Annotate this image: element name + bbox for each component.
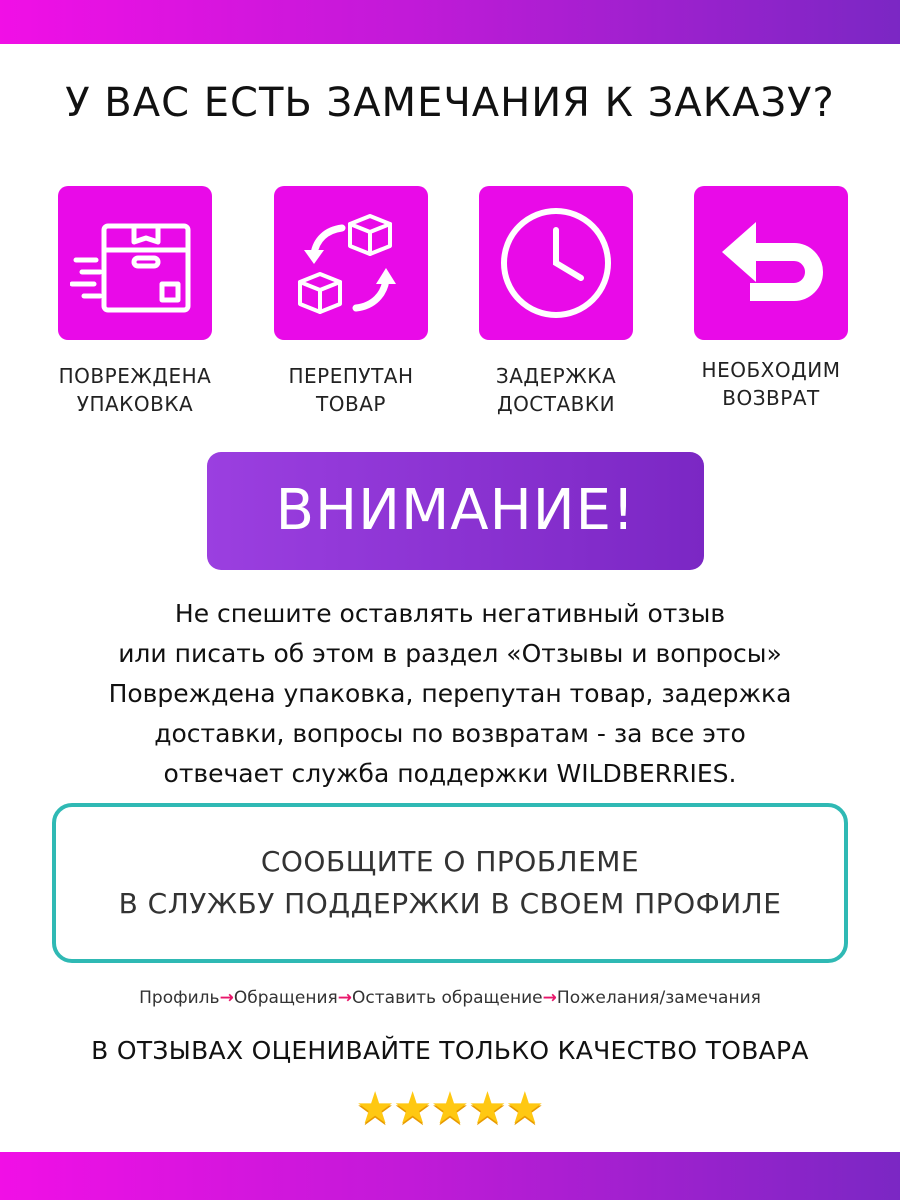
tile-label-line: УПАКОВКА — [76, 392, 194, 416]
return-arrow-icon — [706, 198, 836, 328]
tile-label-line: ПОВРЕЖДЕНА — [58, 364, 212, 388]
tile-return-required — [694, 186, 848, 340]
damaged-box-icon — [70, 198, 200, 328]
notice-text — [20, 594, 880, 794]
top-gradient-bar — [0, 0, 900, 44]
path-step: Пожелания/замечания — [556, 988, 761, 1008]
star-icon: ★ — [505, 1083, 545, 1134]
path-step: Профиль — [139, 988, 220, 1008]
tile-label-line: ЗАДЕРЖКА — [495, 364, 617, 388]
star-icon: ★ — [355, 1083, 395, 1134]
tile-label-line: НЕОБХОДИМ — [701, 358, 841, 382]
notice-line: или писать об этом в раздел «Отзывы и вопросы» — [118, 639, 782, 668]
tile-label-delivery-delay — [456, 362, 656, 418]
tile-label-wrong-item — [251, 362, 451, 418]
star-rating — [0, 1084, 900, 1134]
arrow-right-icon: → — [337, 988, 353, 1008]
notice-line: отвечает служба поддержки WILDBERRIES. — [163, 759, 737, 788]
swap-boxes-icon — [286, 198, 416, 328]
profile-navigation-path — [0, 988, 900, 1008]
tile-label-line: ТОВАР — [316, 392, 386, 416]
arrow-right-icon: → — [219, 988, 234, 1008]
notice-line: Повреждена упаковка, перепутан товар, задержка — [108, 679, 792, 708]
tile-label-return-required — [671, 356, 871, 412]
star-icon: ★ — [392, 1083, 433, 1134]
attention-banner: ВНИМАНИЕ! — [207, 452, 704, 570]
notice-line: Не спешите оставлять негативный отзыв — [174, 599, 726, 628]
tile-damaged-package — [58, 186, 212, 340]
arrow-right-icon: → — [542, 988, 557, 1008]
notice-line: доставки, вопросы по возвратам - за все это — [154, 719, 746, 748]
tile-label-damaged-package — [35, 362, 235, 418]
support-line: СООБЩИТЕ О ПРОБЛЕМЕ — [260, 845, 640, 878]
tile-label-line: ВОЗВРАТ — [722, 386, 820, 410]
tile-wrong-item — [274, 186, 428, 340]
bottom-gradient-bar — [0, 1152, 900, 1200]
headline: У ВАС ЕСТЬ ЗАМЕЧАНИЯ К ЗАКАЗУ? — [65, 80, 835, 126]
path-step: Обращения — [233, 988, 338, 1008]
clock-icon — [491, 198, 621, 328]
tile-label-line: ПЕРЕПУТАН — [288, 364, 414, 388]
quality-rating-note: В ОТЗЫВАХ ОЦЕНИВАЙТЕ ТОЛЬКО КАЧЕСТВО ТОВАРА — [91, 1036, 809, 1065]
tile-delivery-delay — [479, 186, 633, 340]
star-icon: ★ — [430, 1083, 470, 1134]
tile-label-line: ДОСТАВКИ — [496, 392, 616, 416]
path-step: Оставить обращение — [352, 988, 543, 1008]
support-callout-box — [52, 803, 848, 963]
star-icon: ★ — [467, 1083, 508, 1134]
support-line: В СЛУЖБУ ПОДДЕРЖКИ В СВОЕМ ПРОФИЛЕ — [118, 887, 782, 920]
